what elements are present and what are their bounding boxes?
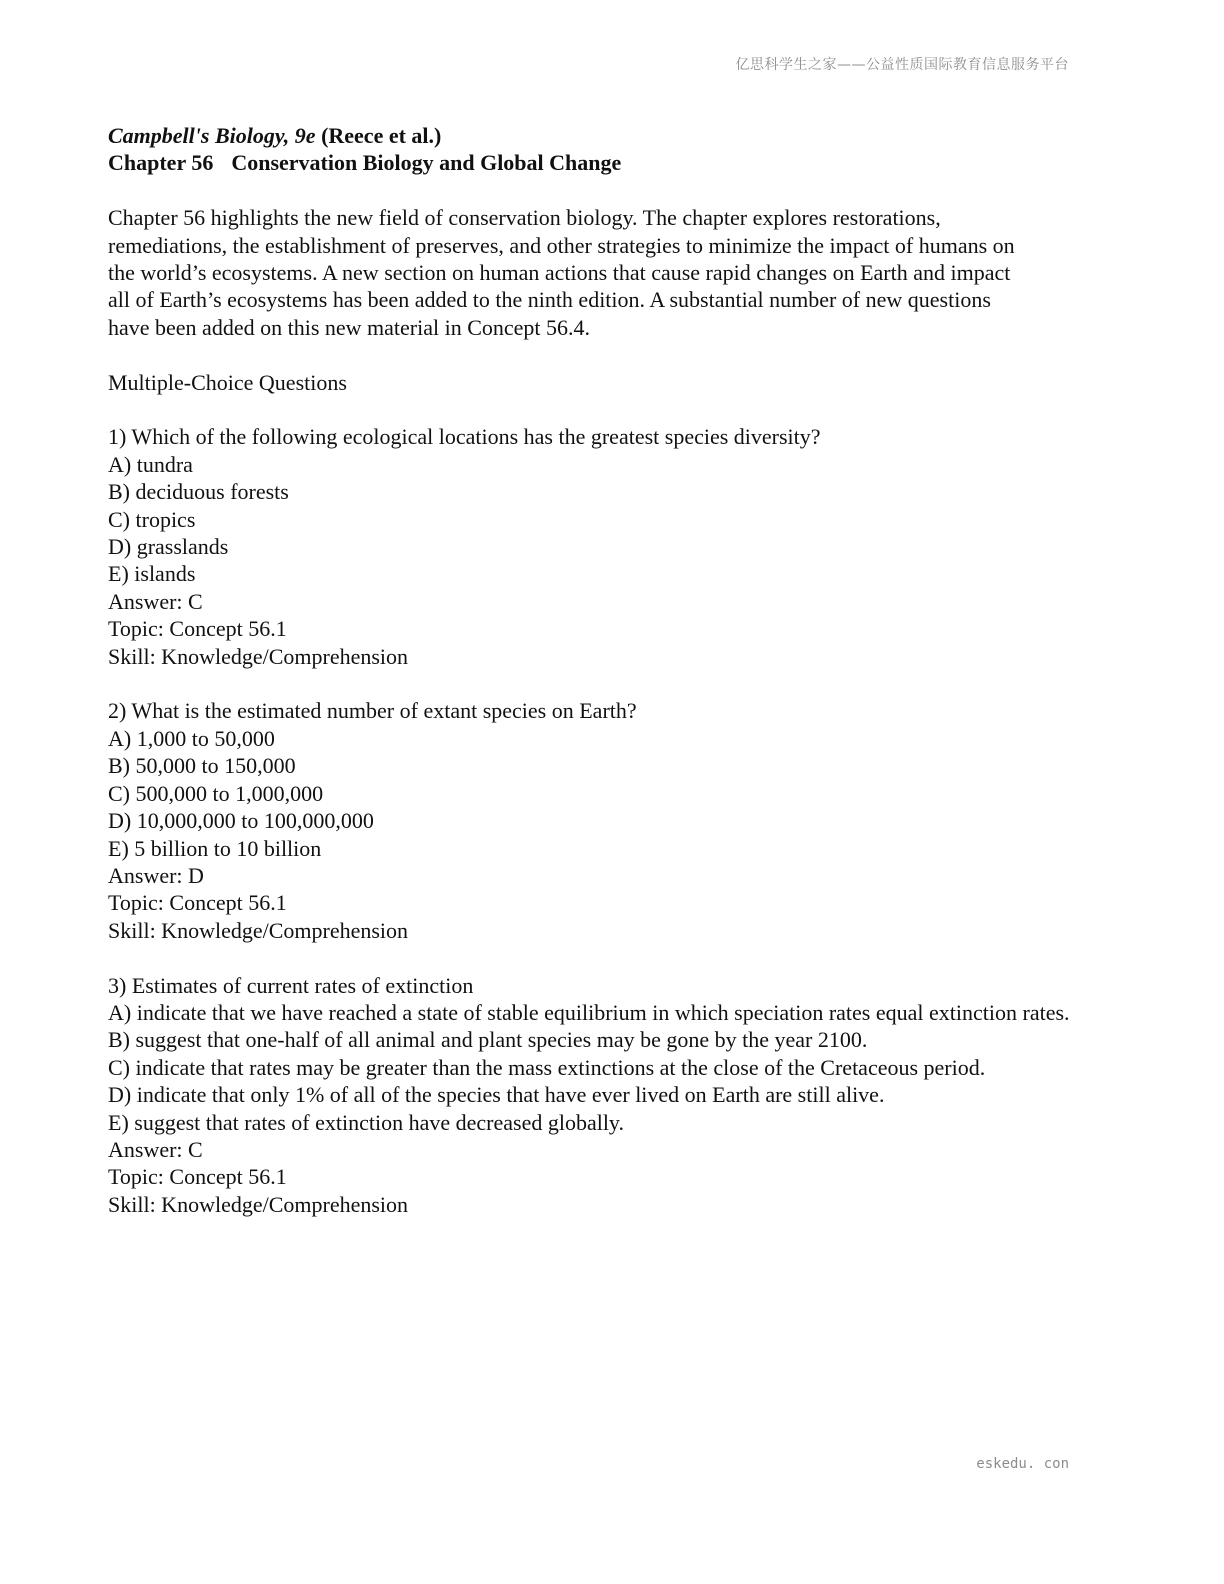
chapter-title: Conservation Biology and Global Change <box>231 150 622 176</box>
question-topic: Topic: Concept 56.1 <box>108 1164 287 1190</box>
question-stem: 2) What is the estimated number of extant species on Earth? <box>108 698 637 724</box>
question-stem: 1) Which of the following ecological locations has the greatest species diversity? <box>108 424 821 450</box>
intro-line: the world’s ecosystems. A new section on human actions that cause rapid changes on Earth and impact <box>108 260 1011 286</box>
question-topic: Topic: Concept 56.1 <box>108 616 287 642</box>
question-option: C) indicate that rates may be greater than the mass extinctions at the close of the Cretaceous period. <box>108 1054 986 1080</box>
question-option: A) indicate that we have reached a state of stable equilibrium in which speciation rates equal extinction rates. <box>108 999 1070 1025</box>
document-body <box>108 122 1098 1218</box>
intro-line: Chapter 56 highlights the new field of conservation biology. The chapter explores restorations, <box>108 205 941 231</box>
question-option: C) 500,000 to 1,000,000 <box>108 780 324 806</box>
question-1 <box>108 423 1098 670</box>
intro-line: remediations, the establishment of preserves, and other strategies to minimize the impact of humans on <box>108 232 1015 258</box>
footer-site-mark: eskedu. con <box>976 1456 1069 1472</box>
question-option: A) tundra <box>108 451 193 477</box>
book-title-italic: Campbell's Biology, 9e <box>108 123 316 148</box>
question-option: D) indicate that only 1% of all of the species that have ever lived on Earth are still alive. <box>108 1082 885 1108</box>
question-option: B) suggest that one-half of all animal and plant species may be gone by the year 2100. <box>108 1027 868 1053</box>
chapter-heading <box>108 149 1098 176</box>
question-option: E) suggest that rates of extinction have decreased globally. <box>108 1109 625 1135</box>
question-skill: Skill: Knowledge/Comprehension <box>108 643 409 669</box>
header-watermark: 亿思科学生之家——公益性质国际教育信息服务平台 <box>735 57 1069 73</box>
book-authors: (Reece et al.) <box>315 123 442 148</box>
question-option: E) islands <box>108 561 196 587</box>
question-3 <box>108 972 1098 1219</box>
question-skill: Skill: Knowledge/Comprehension <box>108 917 409 943</box>
intro-paragraph <box>108 204 1098 341</box>
book-title <box>108 122 1098 149</box>
chapter-label: Chapter 56 <box>108 150 214 176</box>
intro-line: all of Earth’s ecosystems has been added to the ninth edition. A substantial number of new questions <box>108 287 991 313</box>
question-skill: Skill: Knowledge/Comprehension <box>108 1191 409 1217</box>
question-topic: Topic: Concept 56.1 <box>108 890 287 916</box>
question-2 <box>108 697 1098 944</box>
section-heading: Multiple-Choice Questions <box>108 369 347 395</box>
question-option: C) tropics <box>108 506 196 532</box>
question-option: A) 1,000 to 50,000 <box>108 725 275 751</box>
question-answer: Answer: C <box>108 1136 203 1162</box>
question-answer: Answer: C <box>108 588 203 614</box>
question-option: D) grasslands <box>108 534 229 560</box>
question-option: D) 10,000,000 to 100,000,000 <box>108 808 374 834</box>
intro-line: have been added on this new material in Concept 56.4. <box>108 314 591 340</box>
question-option: B) deciduous forests <box>108 479 289 505</box>
question-answer: Answer: D <box>108 862 204 888</box>
question-stem: 3) Estimates of current rates of extinction <box>108 972 474 998</box>
question-option: E) 5 billion to 10 billion <box>108 835 322 861</box>
question-option: B) 50,000 to 150,000 <box>108 753 296 779</box>
